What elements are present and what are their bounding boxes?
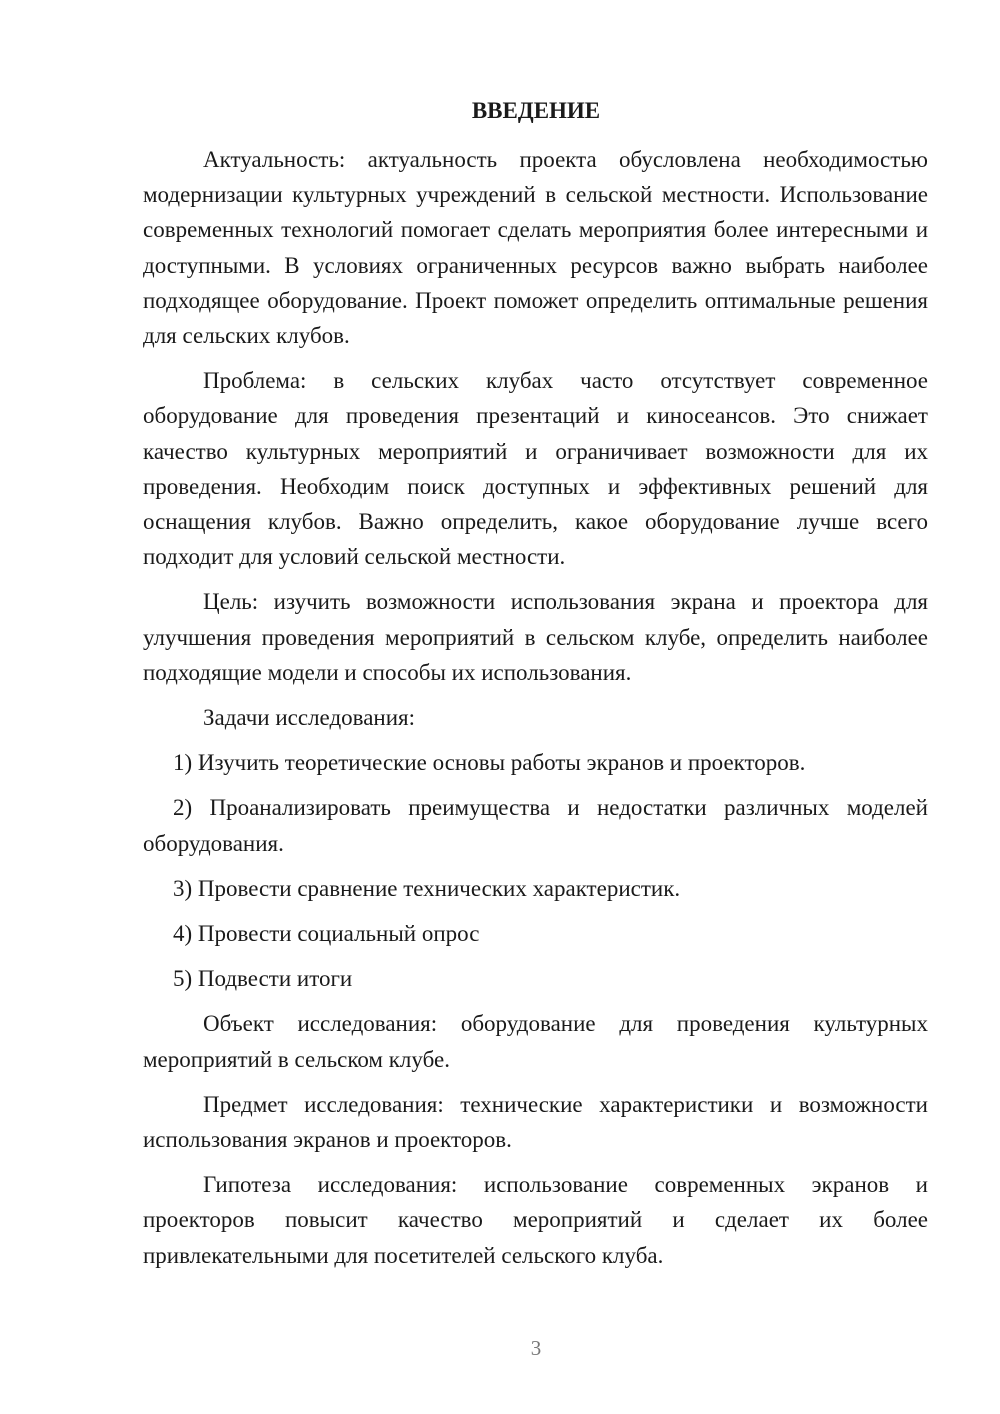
- task-item-2: 2) Проанализировать преимущества и недостатки различных моделей оборудования.: [143, 795, 928, 856]
- goal-paragraph: Цель: изучить возможности использования экрана и проектора для улучшения проведения мероприятий в сельском клубе, определить наиболее подходящие модели и способы их использования.: [143, 589, 928, 685]
- object-paragraph: Объект исследования: оборудование для проведения культурных мероприятий в сельском клубе.: [143, 1011, 928, 1072]
- task-item-1: 1) Изучить теоретические основы работы экранов и проекторов.: [173, 750, 806, 776]
- relevance-paragraph: Актуальность: актуальность проекта обусловлена необходимостью модернизации культурных учреждений в сельской местности. Использование современных технологий помогает сделать мероприятия более интересными и доступными. В условиях ограниченных ресурсов важно выбрать наиболее подходящее оборудование. Проект поможет определить оптимальные решения для сельских клубов.: [143, 147, 928, 349]
- task-item-5: 5) Подвести итоги: [173, 966, 353, 992]
- section-title: ВВЕДЕНИЕ: [471, 98, 601, 123]
- document-body: [143, 142, 928, 1283]
- task-item-4: 4) Провести социальный опрос: [173, 921, 480, 947]
- problem-paragraph: Проблема: в сельских клубах часто отсутствует современное оборудование для проведения презентаций и киносеансов. Это снижает качество культурных мероприятий и ограничивает возможности для их проведения. Необходим поиск доступных и эффективных решений для оснащения клубов. Важно определить, какое оборудование лучше всего подходит для условий сельской местности.: [143, 368, 928, 570]
- tasks-heading: Задачи исследования:: [203, 705, 416, 731]
- subject-paragraph: Предмет исследования: технические характеристики и возможности использования экранов и проекторов.: [143, 1091, 928, 1153]
- page-number: 3: [530, 1336, 542, 1360]
- task-item-3: 3) Провести сравнение технических характеристик.: [173, 875, 681, 901]
- hypothesis-paragraph: Гипотеза исследования: использование современных экранов и проекторов повысит качество мероприятий и сделает их более привлекательными для посетителей сельского клуба.: [143, 1172, 928, 1268]
